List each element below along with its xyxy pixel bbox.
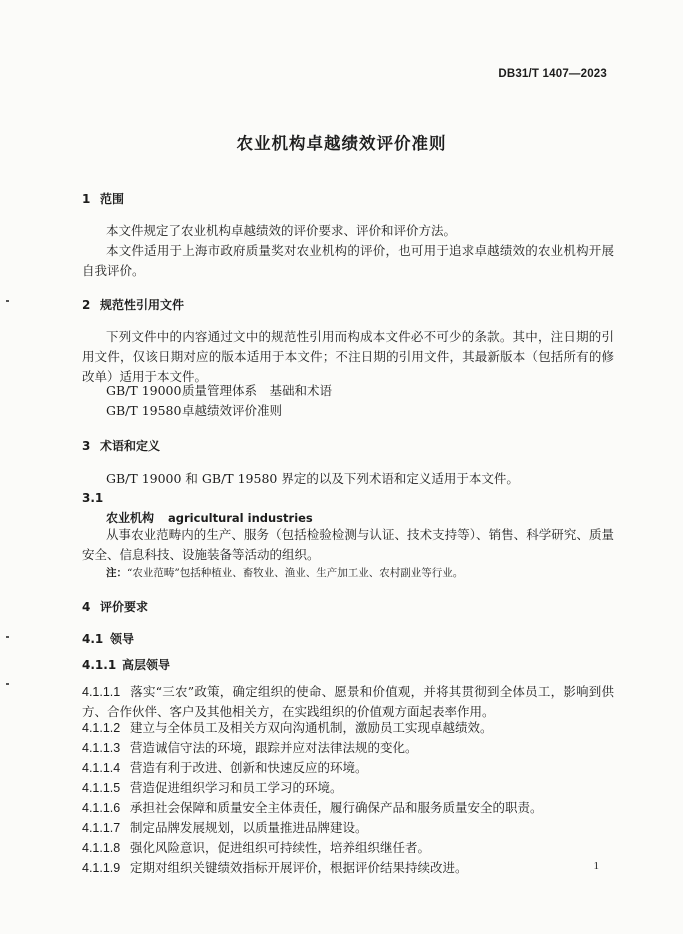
reference-title: 质量管理体系 基础和术语 [182,383,333,398]
subsection-4-1-heading [82,630,134,647]
term-note [106,565,463,580]
section-3-heading [82,437,160,454]
term-number: 3.1 [82,491,104,505]
section-4-heading [82,598,148,615]
standard-code: DB31/T 1407—2023 [498,68,607,80]
scan-mark [6,636,9,638]
page-number: 1 [593,860,599,872]
term-definition: 从事农业范畴内的生产、服务（包括检验检测与认证、技术支持等）、销售、科学研究、质量安全、信息科技、设施装备等活动的组织。 [82,527,614,562]
item-text: 建立与全体员工及相关方双向沟通机制，激励员工实现卓越绩效。 [130,720,493,735]
reference-title: 卓越绩效评价准则 [182,403,283,418]
section-number: 1 [82,192,91,206]
section-number: 3 [82,439,91,453]
requirement-item [82,718,493,736]
scope-paragraph-1: 本文件规定了农业机构卓越绩效的评价要求、评价和评价方法。 [106,223,457,238]
note-label: 注： [106,567,127,579]
requirement-item [82,858,468,876]
requirement-item [82,778,343,796]
item-number: 4.1.1.9 [82,861,121,875]
item-text: 营造诚信守法的环境，跟踪并应对法律法规的变化。 [130,740,418,755]
item-number: 4.1.1.5 [82,781,121,795]
requirement-item [82,738,418,756]
document-title: 农业机构卓越绩效评价准则 [236,134,447,153]
reference-code: GB/T 19580 [106,403,182,418]
section-title: 规范性引用文件 [100,298,185,312]
reference-code: GB/T 19000 [106,383,182,398]
subsection-number: 4.1.1 [82,658,117,672]
item-number: 4.1.1.8 [82,841,121,855]
subsection-title: 高层领导 [122,658,171,672]
requirement-item [82,758,368,776]
term-chinese: 农业机构 [106,511,155,525]
item-text: 营造有利于改进、创新和快速反应的环境。 [130,760,368,775]
requirement-item [82,818,368,836]
item-number: 4.1.1.7 [82,821,121,835]
subsection-title: 领导 [110,632,135,646]
normative-paragraph: 下列文件中的内容通过文中的规范性引用而构成本文件必不可少的条款。其中，注日期的引用文件，仅该日期对应的版本适用于本文件；不注日期的引用文件，其最新版本（包括所有的修改单）适用于本文件。 [82,329,614,384]
section-title: 范围 [100,192,125,206]
item-number: 4.1.1.6 [82,801,121,815]
requirement-item [82,838,430,856]
terms-paragraph: GB/T 19000 和 GB/T 19580 界定的以及下列术语和定义适用于本文件。 [106,471,519,486]
requirement-item [82,798,543,816]
item-text: 承担社会保障和质量安全主体责任，履行确保产品和服务质量安全的职责。 [130,800,543,815]
requirement-item [82,682,614,722]
section-1-heading [82,190,124,207]
item-text: 落实“三农”政策，确定组织的使命、愿景和价值观，并将其贯彻到全体员工，影响到供方、合作伙伴、客户及其他相关方，在实践组织的价值观方面起表率作用。 [82,684,614,719]
section-number: 2 [82,298,91,312]
scan-mark [6,683,9,685]
term-heading [106,509,313,526]
item-text: 强化风险意识，促进组织可持续性，培养组织继任者。 [130,840,431,855]
section-2-heading [82,296,184,313]
reference-item [106,401,282,419]
item-text: 定期对组织关键绩效指标开展评价，根据评价结果持续改进。 [130,860,468,875]
section-number: 4 [82,600,91,614]
item-number: 4.1.1.2 [82,721,121,735]
note-text: “农业范畴”包括种植业、畜牧业、渔业、生产加工业、农村副业等行业。 [127,567,464,579]
item-number: 4.1.1.3 [82,741,121,755]
item-number: 4.1.1.1 [82,685,121,699]
scan-mark [6,300,9,302]
reference-item [106,381,332,399]
scope-paragraph-2: 本文件适用于上海市政府质量奖对农业机构的评价，也可用于追求卓越绩效的农业机构开展自我评价。 [82,243,614,278]
item-number: 4.1.1.4 [82,761,121,775]
item-text: 制定品牌发展规划，以质量推进品牌建设。 [130,820,368,835]
term-english: agricultural industries [168,511,313,525]
subsection-number: 4.1 [82,632,104,646]
section-title: 术语和定义 [100,439,161,453]
section-title: 评价要求 [100,600,149,614]
item-text: 营造促进组织学习和员工学习的环境。 [130,780,343,795]
subsection-4-1-1-heading [82,656,170,673]
